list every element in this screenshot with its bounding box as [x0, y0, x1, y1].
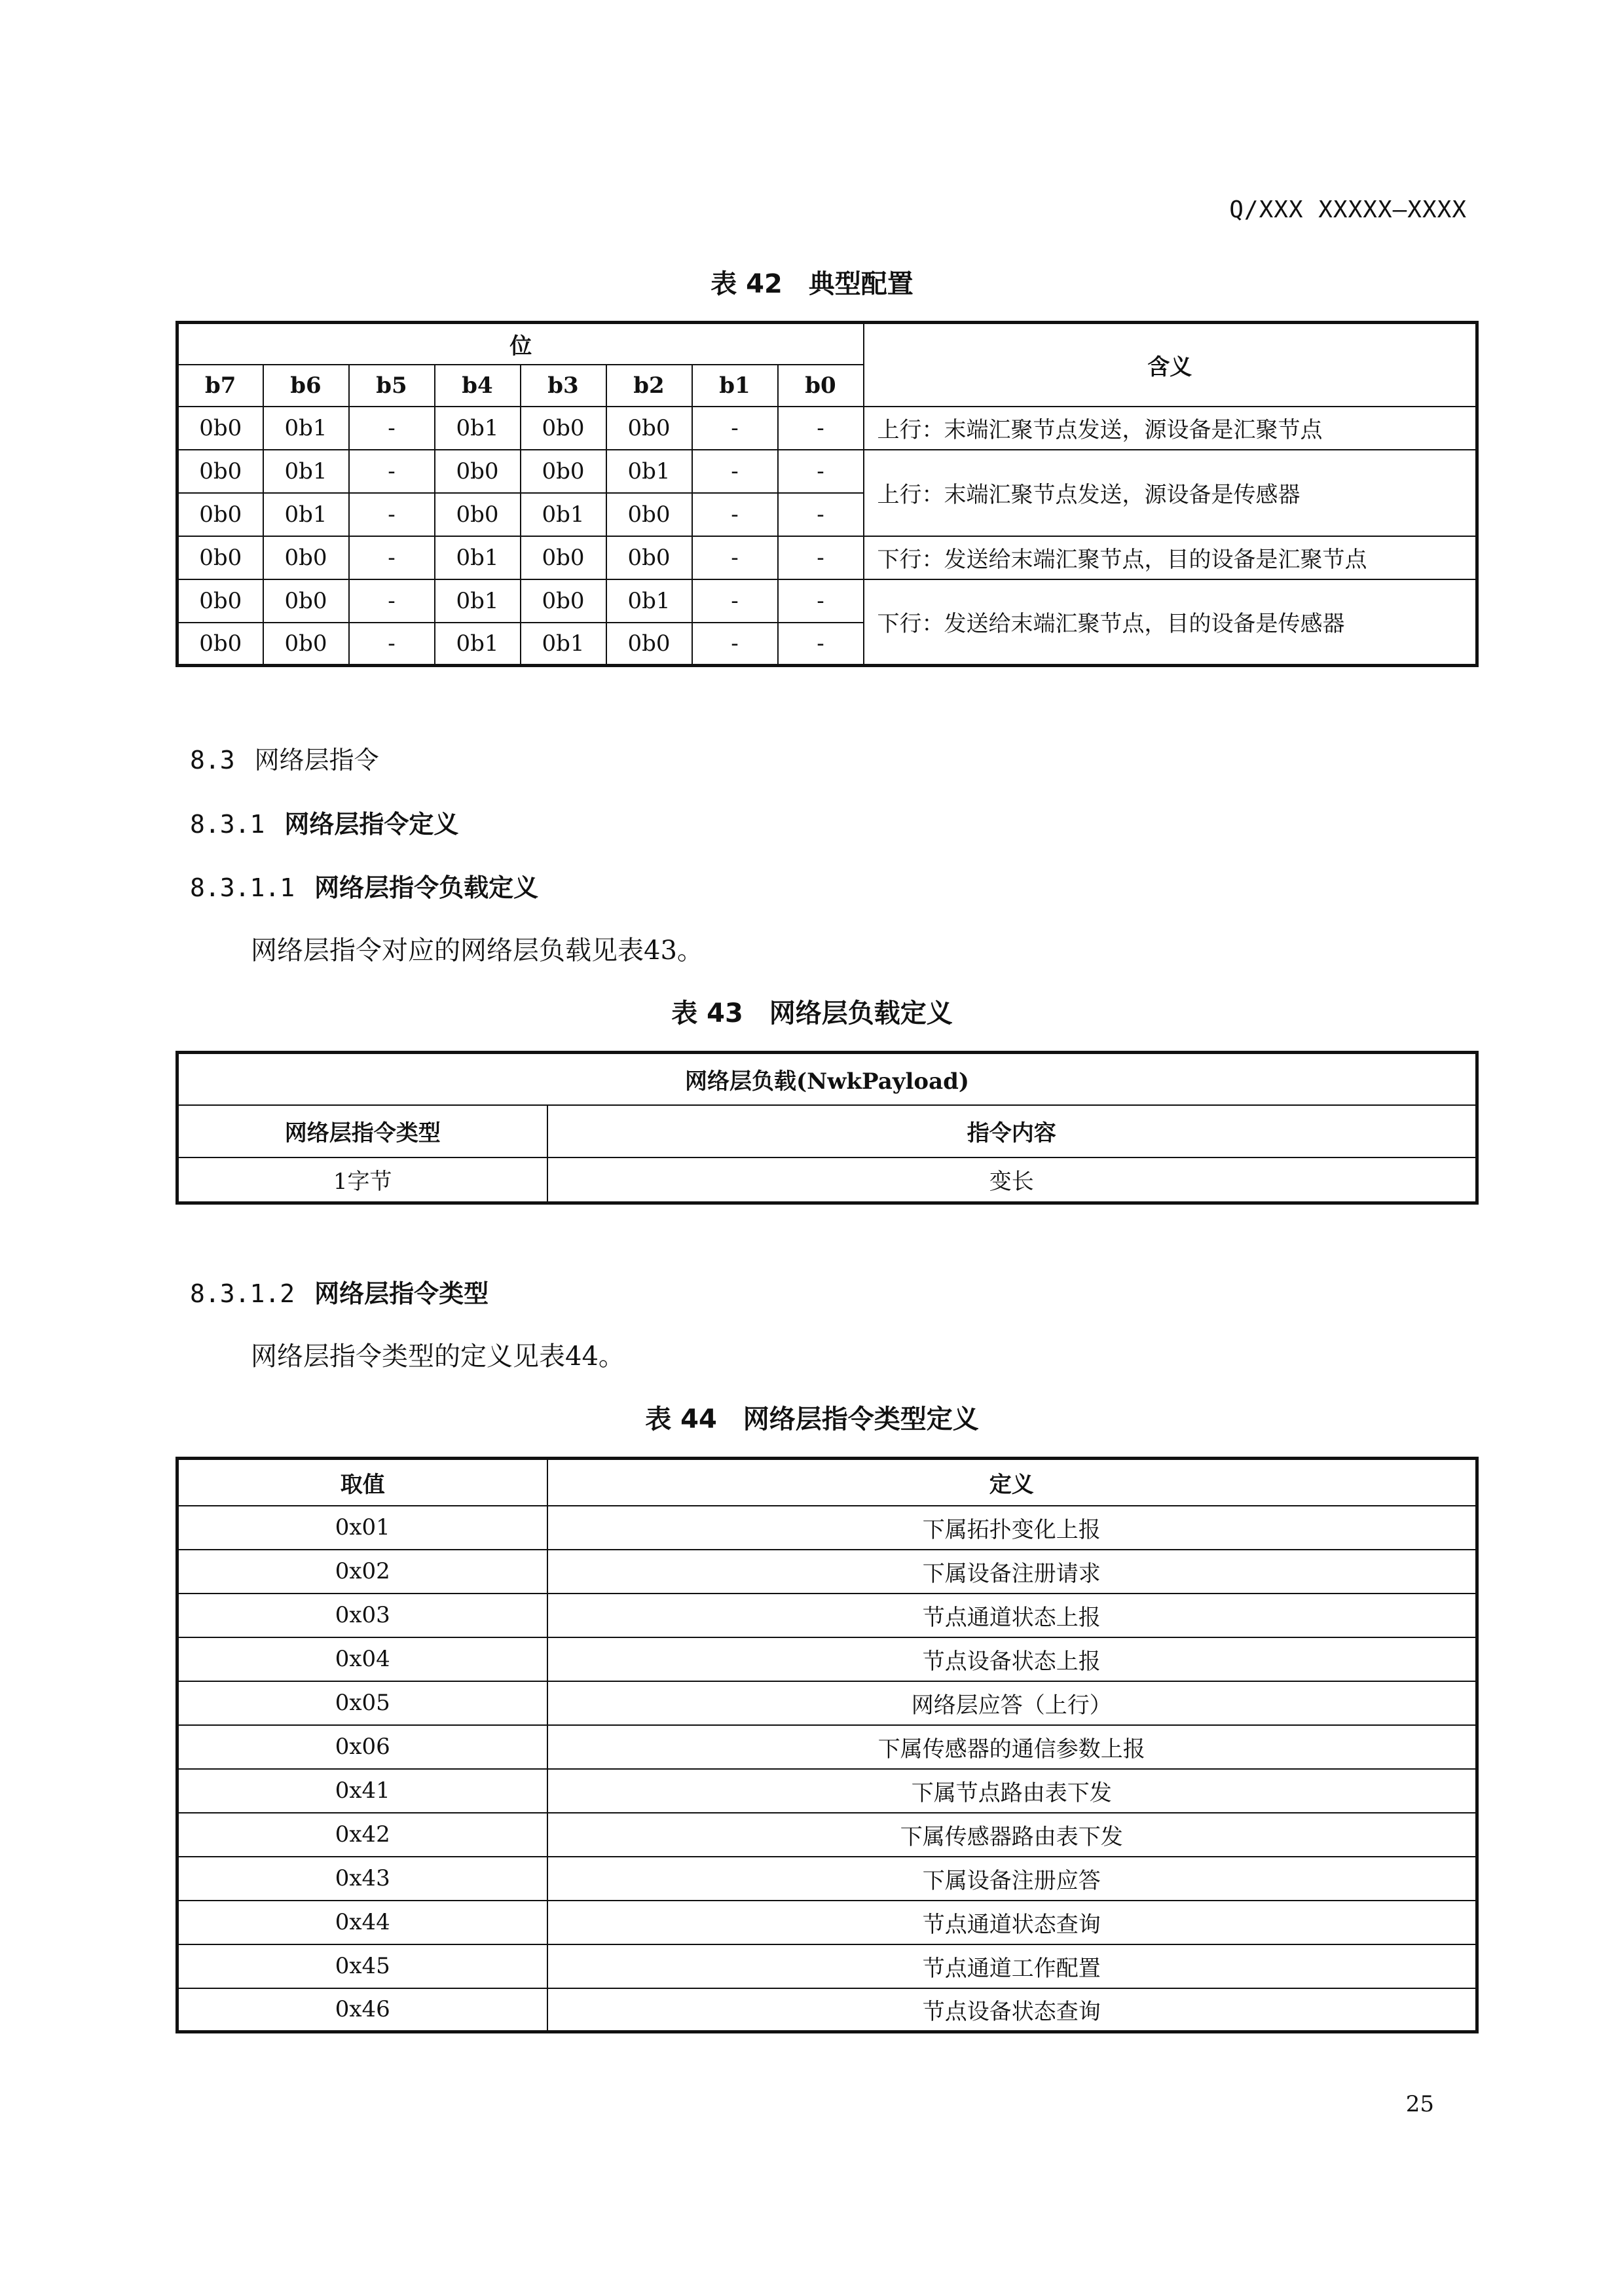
table-cell: 0x41 [177, 1769, 547, 1813]
table-cell: - [349, 450, 435, 493]
table42-meaning-cell: 上行：末端汇聚节点发送，源设备是汇聚节点 [864, 407, 1477, 450]
table42-bit-header: b4 [435, 365, 521, 407]
table43 [175, 1051, 1479, 1205]
table42-bit-header: b0 [778, 365, 864, 407]
table43-caption [0, 993, 1624, 1030]
table43-caption-number: 表 43 [671, 998, 743, 1029]
section-heading-8-3-1-2 [190, 1273, 489, 1309]
table-cell: 下属设备注册请求 [547, 1550, 1477, 1594]
table-cell: - [692, 536, 778, 579]
table-cell: - [692, 450, 778, 493]
table-cell: 变长 [547, 1157, 1477, 1203]
table-cell: 0b0 [521, 407, 606, 450]
table-cell: 0b1 [263, 493, 349, 536]
table42-caption [0, 263, 1624, 301]
table-cell: 0b0 [263, 623, 349, 666]
table-cell: 节点设备状态上报 [547, 1637, 1477, 1681]
section-heading-8-3 [190, 740, 379, 776]
table-cell: 节点通道工作配置 [547, 1944, 1477, 1988]
table-cell: 0b0 [435, 450, 521, 493]
table-cell: 0x05 [177, 1681, 547, 1725]
table-row [177, 1681, 1477, 1725]
table-cell: 0b1 [435, 623, 521, 666]
table-cell: 0x06 [177, 1725, 547, 1769]
table-row [177, 1157, 1477, 1203]
table-cell: 下属节点路由表下发 [547, 1769, 1477, 1813]
table44-col-header: 定义 [547, 1459, 1477, 1506]
table-row [177, 407, 1477, 450]
table-row [177, 1813, 1477, 1857]
section-number: 8.3 [190, 746, 235, 774]
table-cell: 0b0 [177, 407, 263, 450]
table42-meaning-cell: 下行：发送给末端汇聚节点，目的设备是传感器 [864, 579, 1477, 666]
table-cell: 节点设备状态查询 [547, 1988, 1477, 2032]
table-cell: 0b0 [435, 493, 521, 536]
table-cell: 0b0 [263, 579, 349, 623]
table-cell: 0x04 [177, 1637, 547, 1681]
section-number: 8.3.1.2 [190, 1279, 295, 1308]
table42-meaning-header: 含义 [864, 323, 1477, 407]
table-cell: 0b1 [435, 579, 521, 623]
table42-bit-header: b6 [263, 365, 349, 407]
table-cell: 下属设备注册应答 [547, 1857, 1477, 1901]
table-row [177, 536, 1477, 579]
table43-col-header: 指令内容 [547, 1105, 1477, 1157]
table-cell: - [349, 623, 435, 666]
table-cell: 0b0 [177, 450, 263, 493]
table42-bit-header: b3 [521, 365, 606, 407]
table44-caption [0, 1398, 1624, 1436]
table-cell: 0x45 [177, 1944, 547, 1988]
page-number: 25 [1405, 2091, 1434, 2117]
table-cell: 0b0 [521, 450, 606, 493]
table-row [177, 1901, 1477, 1944]
table42-caption-number: 表 42 [710, 269, 783, 299]
paragraph: 网络层指令类型的定义见表44。 [251, 1341, 625, 1372]
table-row [177, 1725, 1477, 1769]
table-cell: 节点通道状态上报 [547, 1594, 1477, 1637]
table-cell: 0b1 [521, 623, 606, 666]
section-title: 网络层指令 [254, 746, 379, 774]
table42 [175, 321, 1479, 667]
table42-meaning-cell: 上行：末端汇聚节点发送，源设备是传感器 [864, 450, 1477, 536]
table-cell: 0b0 [606, 407, 692, 450]
table-cell: 0x46 [177, 1988, 547, 2032]
section-heading-8-3-1 [190, 804, 458, 840]
table-cell: 0b0 [521, 579, 606, 623]
table-cell: 0b0 [606, 623, 692, 666]
table-cell: 0x44 [177, 1901, 547, 1944]
section-title: 网络层指令定义 [284, 810, 459, 839]
table-row [177, 1594, 1477, 1637]
table-row [177, 1857, 1477, 1901]
table-cell: 0b1 [435, 407, 521, 450]
table-cell: 0x42 [177, 1813, 547, 1857]
table-cell: 0x02 [177, 1550, 547, 1594]
table-cell: - [692, 623, 778, 666]
table-row [177, 1769, 1477, 1813]
table44-caption-number: 表 44 [645, 1404, 717, 1434]
section-number: 8.3.1.1 [190, 873, 295, 902]
section-heading-8-3-1-1 [190, 867, 538, 903]
table-cell: 0b1 [521, 493, 606, 536]
table-cell: 0b0 [606, 536, 692, 579]
table42-bit-group-header: 位 [177, 323, 864, 365]
table-cell: 0b1 [263, 407, 349, 450]
table44-col-header: 取值 [177, 1459, 547, 1506]
table-cell: 1字节 [177, 1157, 547, 1203]
table43-caption-title: 网络层负载定义 [769, 998, 953, 1029]
table-cell: 0b0 [521, 536, 606, 579]
table-row [177, 1550, 1477, 1594]
table-cell: 下属传感器的通信参数上报 [547, 1725, 1477, 1769]
table-row [177, 1988, 1477, 2032]
section-title: 网络层指令类型 [314, 1279, 489, 1308]
table-row [177, 579, 1477, 623]
table-cell: 0b0 [177, 493, 263, 536]
table-row [177, 1637, 1477, 1681]
table-row [177, 450, 1477, 493]
document-code: Q/XXX XXXXX—XXXX [1229, 196, 1467, 223]
table-cell: 0b1 [263, 450, 349, 493]
section-title: 网络层指令负载定义 [314, 873, 539, 902]
table42-bit-header: b2 [606, 365, 692, 407]
table-cell: - [692, 493, 778, 536]
section-number: 8.3.1 [190, 810, 265, 839]
table-cell: - [692, 579, 778, 623]
table-cell: - [778, 493, 864, 536]
table42-meaning-cell: 下行：发送给末端汇聚节点，目的设备是汇聚节点 [864, 536, 1477, 579]
table-cell: 0b1 [435, 536, 521, 579]
paragraph: 网络层指令对应的网络层负载见表43。 [251, 936, 703, 966]
table-cell: - [778, 407, 864, 450]
table-cell: - [349, 407, 435, 450]
table44-caption-title: 网络层指令类型定义 [743, 1404, 979, 1434]
table-cell: - [349, 493, 435, 536]
table-cell: 0b0 [606, 493, 692, 536]
table-cell: 0b1 [606, 450, 692, 493]
table-cell: 0x01 [177, 1506, 547, 1550]
table-cell: 0x43 [177, 1857, 547, 1901]
table-cell: 下属拓扑变化上报 [547, 1506, 1477, 1550]
table-cell: - [778, 579, 864, 623]
table43-top-header: 网络层负载(NwkPayload) [177, 1053, 1477, 1105]
table44 [175, 1457, 1479, 2033]
table-row [177, 1506, 1477, 1550]
table-cell: 网络层应答（上行） [547, 1681, 1477, 1725]
table42-bit-header: b5 [349, 365, 435, 407]
table-cell: 0b0 [177, 536, 263, 579]
table-row [177, 1944, 1477, 1988]
table-cell: 0b0 [177, 579, 263, 623]
table-cell: 0b0 [177, 623, 263, 666]
table43-col-header: 网络层指令类型 [177, 1105, 547, 1157]
table-cell: 0x03 [177, 1594, 547, 1637]
table-cell: - [349, 579, 435, 623]
table42-caption-title: 典型配置 [808, 269, 913, 299]
table-cell: - [778, 623, 864, 666]
table-cell: - [778, 536, 864, 579]
table42-bit-header: b7 [177, 365, 263, 407]
table-cell: 0b1 [606, 579, 692, 623]
table-cell: - [778, 450, 864, 493]
table-cell: 下属传感器路由表下发 [547, 1813, 1477, 1857]
table42-bit-header: b1 [692, 365, 778, 407]
table-cell: - [692, 407, 778, 450]
table-cell: 0b0 [263, 536, 349, 579]
table-cell: 节点通道状态查询 [547, 1901, 1477, 1944]
table-cell: - [349, 536, 435, 579]
